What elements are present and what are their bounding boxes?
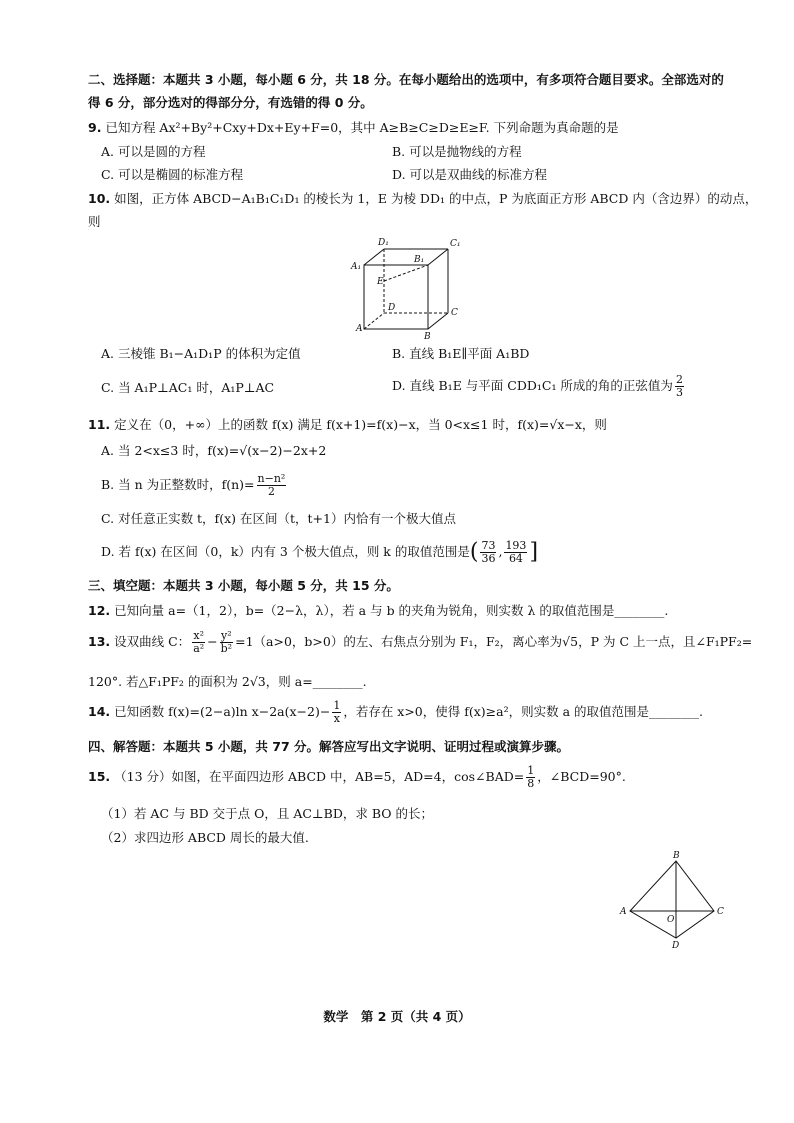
q13-x-den: a² xyxy=(193,642,205,655)
q10-option-d xyxy=(392,371,686,401)
q13-x-num: x² xyxy=(193,629,204,642)
q13-stem-prefix: 设双曲线 C： xyxy=(114,634,191,649)
q9-option-a: A. 可以是圆的方程 xyxy=(101,144,206,159)
q11-option-d: D. 若 f(x) 在区间（0，k）内有 3 个极大值点，则 k 的取值范围是( $\frac{73}{36}$ , $\frac{193}{64}$ ] xyxy=(101,539,539,565)
label-c: C xyxy=(451,308,458,318)
q11-option-d-right-bracket: ] xyxy=(529,539,539,565)
q14-number: 14. xyxy=(88,704,111,719)
cube-edge-bc xyxy=(428,313,448,329)
cube-edge-a1d1 xyxy=(364,249,384,265)
q11-option-b-text: B. 当 n 为正整数时，f(n)= xyxy=(101,477,255,492)
cube-edge-b1c1 xyxy=(428,249,448,265)
q11-stem-text: 定义在（0，+∞）上的函数 f(x) 满足 f(x+1)=f(x)−x，当 0<x≤1 时，f(x)=√x−x，则 xyxy=(114,417,607,432)
q9-number: 9. xyxy=(88,120,102,135)
q12-stem-text: 已知向量 a=（1，2），b=（2−λ，λ），若 a 与 b 的夹角为锐角，则实数 λ 的取值范围是________. xyxy=(114,603,669,618)
q9-stem-text: 已知方程 Ax²+By²+Cxy+Dx+Ey+F=0，其中 A≥B≥C≥D≥E≥F. 下列命题为真命题的是 xyxy=(105,120,619,135)
q11-option-b-num: n−n² xyxy=(257,472,286,485)
q15-part1: （1）若 AC 与 BD 交于点 O，且 AC⊥BD，求 BO 的长； xyxy=(101,806,434,821)
page-footer: 数学 第 2 页（共 4 页） xyxy=(323,1009,471,1024)
q11-option-b-fraction xyxy=(257,473,287,498)
q13-y-num: y² xyxy=(221,629,232,642)
q13-y-den: b² xyxy=(220,642,233,655)
quadrilateral-figure xyxy=(616,848,726,956)
label-a1: A₁ xyxy=(351,262,362,272)
q11-option-d-lnum: 73 xyxy=(481,539,496,552)
q10-option-d-num: 2 xyxy=(675,373,683,386)
label-b: B xyxy=(673,851,680,861)
q10-stem-text: 如图，正方体 ABCD−A₁B₁C₁D₁ 的棱长为 1，E 为棱 DD₁ 的中点，P 为底面正方形 ABCD 内（含边界）的动点， xyxy=(114,191,758,206)
q11-option-b-den: 2 xyxy=(267,485,275,498)
q11-option-d-lden: 36 xyxy=(481,552,496,565)
cube-edge-ad-hidden xyxy=(364,313,384,329)
q15-stem xyxy=(88,762,626,792)
q15-stem-prefix: （13 分）如图，在平面四边形 ABCD 中，AB=5，AD=4，cos∠BAD= xyxy=(114,769,525,784)
q15-part2: （2）求四边形 ABCD 周长的最大值. xyxy=(101,830,309,845)
q11-option-d-left-fraction xyxy=(480,540,496,565)
q11-stem xyxy=(88,417,607,433)
q11-option-d-text: D. 若 f(x) 在区间（0，k）内有 3 个极大值点，则 k 的取值范围是 xyxy=(101,544,470,559)
q10-number: 10. xyxy=(88,191,111,206)
q12-number: 12. xyxy=(88,603,111,618)
q14-stem-suffix: ，若存在 x>0，使得 f(x)≥a²，则实数 a 的取值范围是________. xyxy=(343,704,703,719)
q13-stem-suffix: =1（a>0，b>0）的左、右焦点分别为 F₁，F₂，离心率为√5，P 为 C 上一点，且∠F₁PF₂= xyxy=(235,634,753,649)
q15-number: 15. xyxy=(88,769,111,784)
label-o: O xyxy=(667,915,675,925)
q9-option-c: C. 可以是椭圆的标准方程 xyxy=(101,167,244,182)
q10-option-b: B. 直线 B₁E∥平面 A₁BD xyxy=(392,346,530,361)
q9-option-d: D. 可以是双曲线的标准方程 xyxy=(392,167,548,182)
q15-fraction xyxy=(526,765,535,790)
cube-front-face xyxy=(364,265,428,329)
q13-number: 13. xyxy=(88,634,111,649)
q14-stem xyxy=(88,697,703,727)
label-a: A xyxy=(620,907,627,917)
cube-figure xyxy=(340,232,480,342)
q10-option-c: C. 当 A₁P⊥AC₁ 时，A₁P⊥AC xyxy=(101,380,275,395)
q11-option-d-rden: 64 xyxy=(508,552,523,565)
section4-header: 四、解答题：本题共 5 小题，共 77 分。解答应写出文字说明、证明过程或演算步骤。 xyxy=(88,739,570,754)
section3-header: 三、填空题：本题共 3 小题，每小题 5 分，共 15 分。 xyxy=(88,578,399,593)
q14-frac-den: x xyxy=(333,712,340,725)
q10-stem-line2: 则 xyxy=(88,214,101,229)
segment-b1e xyxy=(384,265,428,281)
q11-option-d-right-fraction xyxy=(504,540,527,565)
q13-y-fraction xyxy=(220,630,233,655)
q11-option-d-left-bracket: ( xyxy=(469,539,479,565)
q15-frac-den: 8 xyxy=(527,777,535,790)
section2-header-line1: 二、选择题：本题共 3 小题，每小题 6 分，共 18 分。在每小题给出的选项中，有多项符合题目要求。全部选对的 xyxy=(88,72,724,87)
q14-frac-num: 1 xyxy=(333,699,341,712)
q11-option-c: C. 对任意正实数 t，f(x) 在区间（t，t+1）内恰有一个极大值点 xyxy=(101,511,456,526)
quadrilateral-abcd xyxy=(630,861,714,938)
q13-stem-line2: 120°. 若△F₁PF₂ 的面积为 2√3，则 a=________. xyxy=(88,674,367,689)
label-c: C xyxy=(717,907,724,917)
q10-option-d-fraction xyxy=(675,374,684,399)
q15-stem-suffix: ，∠BCD=90°. xyxy=(537,769,626,784)
q9-stem xyxy=(88,120,619,136)
q11-number: 11. xyxy=(88,417,111,432)
q11-option-a: A. 当 2<x≤3 时，f(x)=√(x−2)−2x+2 xyxy=(101,443,327,458)
label-b: B xyxy=(424,332,431,342)
label-a: A xyxy=(356,324,363,334)
q9-option-b: B. 可以是抛物线的方程 xyxy=(392,144,522,159)
label-d: D xyxy=(388,303,396,313)
q13-stem-line1: 13. 设双曲线 C： $\frac{\text{x²}}{\text{a²}}$ − $\frac{\text{y²}}{\text{b²}}$ =1（a>0，b>0）的左、右焦点分别为 F₁，F₂，离心率为√5，P 为 C 上一点，且∠F₁PF₂= xyxy=(88,629,753,655)
q13-x-fraction xyxy=(192,630,205,655)
q10-stem-line1 xyxy=(88,191,757,207)
label-c1: C₁ xyxy=(450,239,461,249)
label-d: D xyxy=(672,941,680,951)
label-d1: D₁ xyxy=(378,238,389,248)
label-b1: B₁ xyxy=(414,255,425,265)
q11-option-d-rnum: 193 xyxy=(505,539,527,552)
q14-stem-prefix: 已知函数 f(x)=(2−a)ln x−2a(x−2)− xyxy=(114,704,331,719)
q14-fraction xyxy=(332,700,341,725)
q11-option-b xyxy=(101,470,288,500)
label-e: E xyxy=(377,277,384,287)
q10-option-a: A. 三棱锥 B₁−A₁D₁P 的体积为定值 xyxy=(101,346,301,361)
q15-frac-num: 1 xyxy=(527,764,535,777)
q10-option-d-text: D. 直线 B₁E 与平面 CDD₁C₁ 所成的角的正弦值为 xyxy=(392,378,673,393)
section2-header-line2: 得 6 分，部分选对的得部分分，有选错的得 0 分。 xyxy=(88,95,373,110)
q10-option-d-den: 3 xyxy=(675,386,683,399)
q12-stem xyxy=(88,603,668,619)
